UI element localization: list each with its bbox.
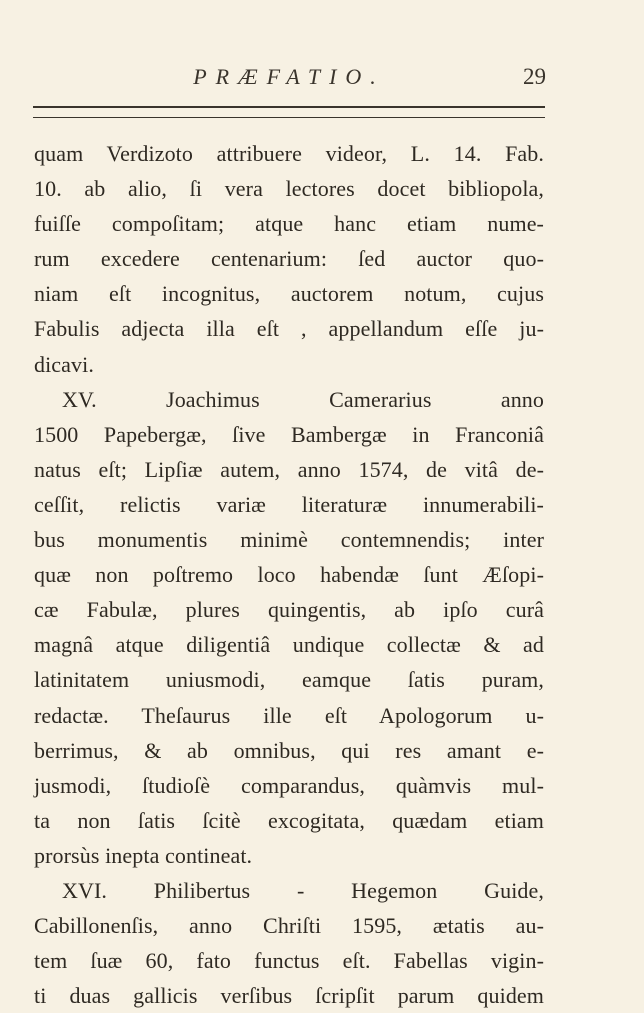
text-line: Cabillonenſis, anno Chriſti 1595, ætatis au-: [34, 913, 544, 939]
text-line: Fabulis adjecta illa eſt , appellandum eſſe ju-: [34, 316, 544, 342]
section-heading-line: XV. Joachimus Camerarius anno: [62, 386, 544, 412]
text-line: magnâ atque diligentiâ undique collectæ & ad: [34, 632, 544, 658]
text-line: dicavi.: [34, 351, 94, 377]
running-title: PRÆFATIO.: [193, 64, 385, 89]
text-line: 10. ab alio, ſi vera lectores docet bibliopola,: [34, 176, 544, 202]
text-line: latinitatem uniusmodi, eamque ſatis puram,: [34, 667, 544, 693]
header-rule-thin: [33, 117, 545, 118]
text-line: niam eſt incognitus, auctorem notum, cujus: [34, 281, 544, 307]
section-heading-line: XVI. Philibertus - Hegemon Guide,: [62, 877, 544, 903]
text-line: natus eſt; Lipſiæ autem, anno 1574, de vitâ de-: [34, 456, 544, 482]
text-line: quam Verdizoto attribuere videor, L. 14. Fab.: [34, 141, 544, 166]
body-text: [34, 136, 544, 1013]
page-number: 29: [523, 64, 546, 89]
text-line: bus monumentis minimè contemnendis; inter: [34, 527, 544, 553]
text-line: ta non ſatis ſcitè excogitata, quædam etiam: [34, 807, 544, 833]
text-line: ceſſit, relictis variæ literaturæ innumerabili-: [34, 491, 544, 517]
text-line: fuiſſe compoſitam; atque hanc etiam nume-: [34, 211, 544, 237]
text-line: tem ſuæ 60, fato functus eſt. Fabellas vigin-: [34, 948, 544, 974]
header-rule-thick: [33, 106, 545, 108]
text-line: cæ Fabulæ, plures quingentis, ab ipſo curâ: [34, 597, 544, 623]
text-line: berrimus, & ab omnibus, qui res amant e-: [34, 737, 544, 763]
text-line: rum excedere centenarium: ſed auctor quo-: [34, 246, 544, 272]
text-line: 1500 Papebergæ, ſive Bambergæ in Franconiâ: [34, 421, 544, 447]
text-line: ti duas gallicis verſibus ſcripſit parum quidem: [34, 983, 544, 1009]
running-head: [32, 62, 546, 96]
text-line: prorsùs inepta contineat.: [34, 842, 253, 868]
text-line: quæ non poſtremo loco habendæ ſunt Æſopi-: [34, 562, 544, 588]
text-line: jusmodi, ſtudioſè comparandus, quàmvis mul-: [34, 772, 544, 798]
text-line: redactæ. Theſaurus ille eſt Apologorum u-: [34, 702, 544, 728]
